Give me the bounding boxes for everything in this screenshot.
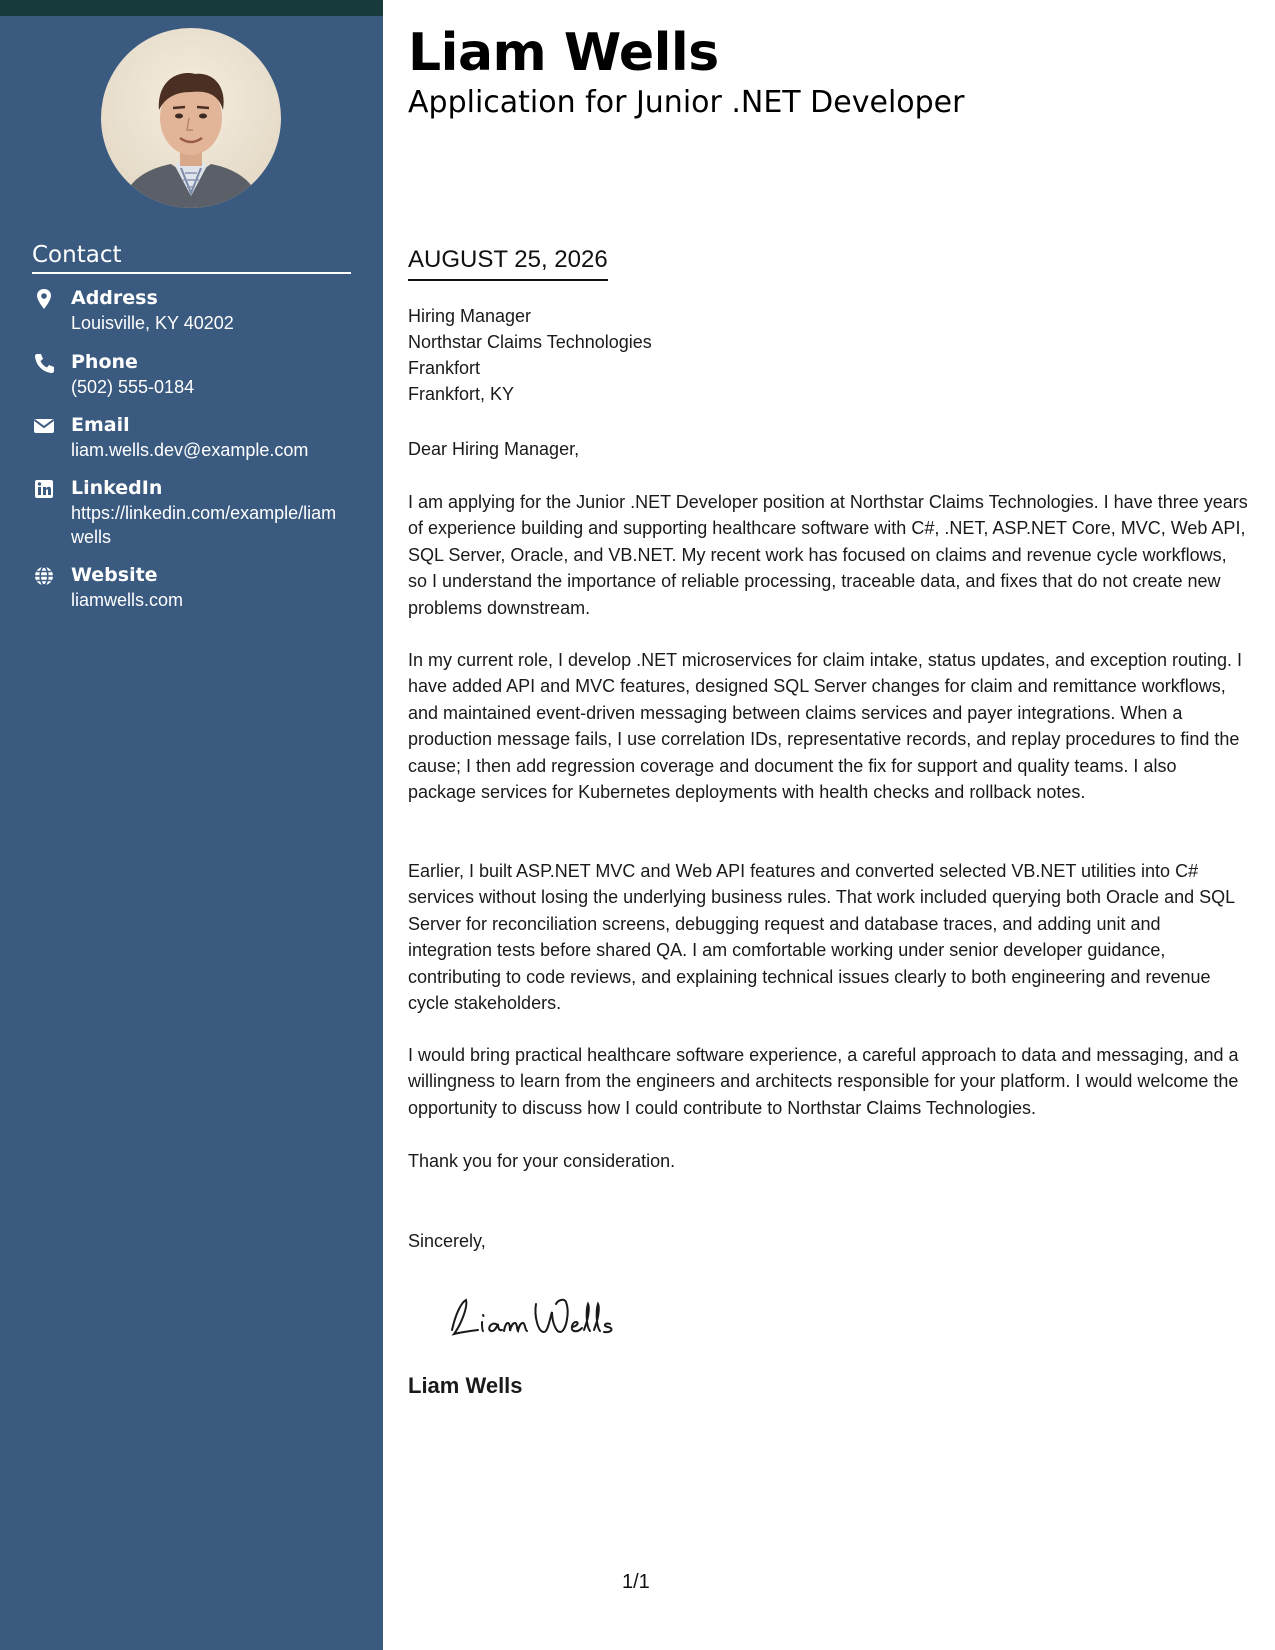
website-label: Website xyxy=(71,564,158,586)
address-label: Address xyxy=(71,287,158,309)
recipient-block xyxy=(408,303,652,407)
thank-you-line: Thank you for your consideration. xyxy=(408,1151,676,1171)
salutation: Dear Hiring Manager, xyxy=(408,439,580,459)
address-value: Louisville, KY 40202 xyxy=(71,313,234,333)
handwritten-signature xyxy=(438,1282,638,1352)
page-number: 1/1 xyxy=(622,1571,650,1593)
website-value[interactable]: liamwells.com xyxy=(71,590,184,610)
paragraph-2: In my current role, I develop .NET microservices for claim intake, status updates, and exception routing. I have added API and MVC features, designed SQL Server changes for claim and remittance workflows, and maintained event-driven messaging between claims services and payer integrations. When a production message fails, I use correlation IDs, representative records, and replay procedures to find the cause; I then add regression coverage and document the fix for support and quality teams. I also package services for Kubernetes deployments with health checks and rollback notes. xyxy=(408,650,1243,803)
email-label: Email xyxy=(71,414,130,436)
sidebar xyxy=(0,0,383,1650)
linkedin-icon xyxy=(32,478,56,500)
linkedin-label: LinkedIn xyxy=(71,477,163,499)
profile-photo xyxy=(101,28,281,208)
paragraph-4: I would bring practical healthcare software experience, a careful approach to data and messaging, and a willingness to learn from the engineers and architects responsible for your platform. I would welcome the opportunity to discuss how I could contribute to Northstar Claims Technologies. xyxy=(408,1045,1239,1118)
letter-date: AUGUST 25, 2026 xyxy=(408,245,608,281)
phone-value: (502) 555-0184 xyxy=(71,377,195,397)
recipient-city-state: Frankfort, KY xyxy=(408,384,515,404)
application-title: Application for Junior .NET Developer xyxy=(408,85,965,120)
paragraph-3: Earlier, I built ASP.NET MVC and Web API features and converted selected VB.NET utilities into C# services without losing the underlying business rules. That work included querying both Oracle and SQL Server for reconciliation screens, debugging request and database traces, and adding unit and integration tests before shared QA. I am comfortable working under senior developer guidance, contributing to code reviews, and explaining technical issues clearly to both engineering and revenue cycle stakeholders. xyxy=(408,861,1235,1014)
contact-heading: Contact xyxy=(32,240,351,274)
paragraph-1: I am applying for the Junior .NET Developer position at Northstar Claims Technologies. I have three years of experience building and supporting healthcare software with C#, .NET, ASP.NET Core, MVC, Web API, SQL Server, Oracle, and VB.NET. My recent work has focused on claims and revenue cycle workflows, so I understand the importance of reliable processing, traceable data, and fixes that do not create new problems downstream. xyxy=(408,492,1248,618)
sidebar-top-bar xyxy=(0,0,383,16)
envelope-icon xyxy=(32,415,56,437)
applicant-name: Liam Wells xyxy=(408,23,719,83)
phone-icon xyxy=(32,352,56,374)
recipient-city: Frankfort xyxy=(408,358,481,378)
globe-icon xyxy=(32,565,56,587)
map-pin-icon xyxy=(32,288,56,310)
linkedin-value[interactable]: https://linkedin.com/example/liamwells xyxy=(71,503,337,547)
recipient-title: Hiring Manager xyxy=(408,306,532,326)
recipient-company: Northstar Claims Technologies xyxy=(408,332,652,352)
phone-label: Phone xyxy=(71,351,138,373)
email-value[interactable]: liam.wells.dev@example.com xyxy=(71,440,309,460)
closing-line: Sincerely, xyxy=(408,1231,486,1251)
signed-name: Liam Wells xyxy=(408,1373,523,1398)
